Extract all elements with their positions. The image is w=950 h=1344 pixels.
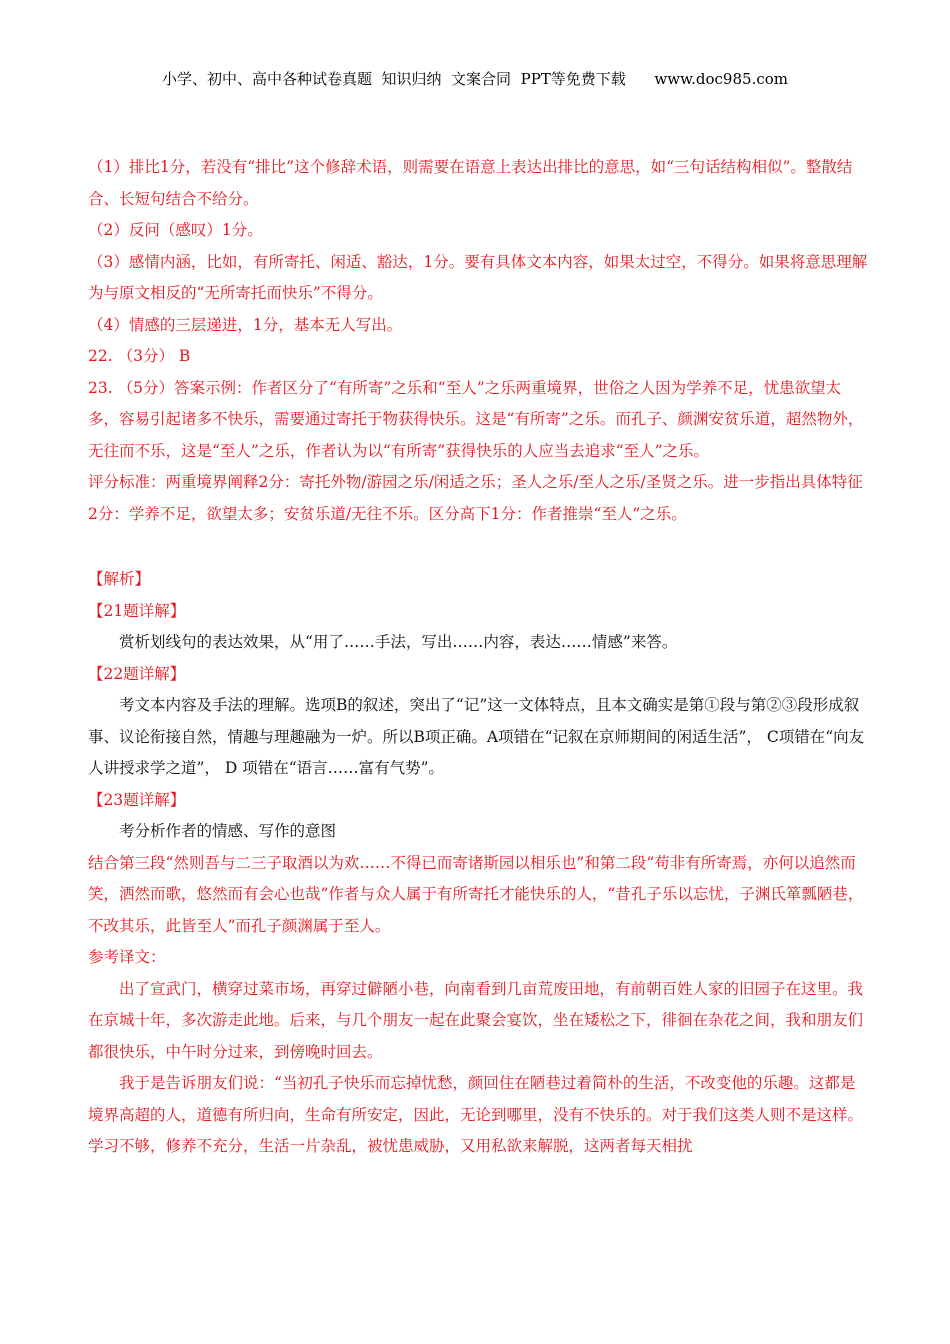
answer-23: 23. （5分）答案示例：作者区分了“有所寄”之乐和“至人”之乐两重境界，世俗之人因为学养不足，忧患欲望太多，容易引起诸多不快乐，需要通过寄托于物获得快乐。这是“有所寄”之乐。而孔子、颜渊安贫乐道，超然物外，无往而不乐，这是“至人”之乐，作者认为以“有所寄”获得快乐的人应当去追求“至人”之乐。	[88, 378, 864, 460]
q23-title: 【23题详解】	[88, 790, 186, 809]
analysis-heading: 【解析】	[88, 570, 151, 588]
q23-text-2: 结合第三段“然则吾与二三子取酒以为欢……不得已而寄诸斯园以相乐也”和第二段“苟非有所寄焉，亦何以追然而笑，洒然而歌，悠然而有会心也哉”作者与众人属于有所寄托才能快乐的人，“昔孔子乐以忘忧，子渊氏箪瓢陋巷，不改其乐，此皆至人”而孔子颜渊属于至人。	[88, 853, 864, 935]
answer-21-point-3: （3）感情内涵，比如，有所寄托、闲适、豁达，1分。要有具体文本内容，如果太过空，不得分。如果将意思理解为与原文相反的“无所寄托而快乐”不得分。	[88, 252, 868, 302]
answer-21-point-4: （4）情感的三层递进，1分，基本无人写出。	[88, 315, 403, 334]
answer-21-point-1: （1）排比1分，若没有“排比”这个修辞术语，则需要在语意上表达出排比的意思，如“三句话结构相似”。整散结合、长短句结合不给分。	[88, 158, 853, 208]
reference-translation-p2: 我于是告诉朋友们说：“当初孔子快乐而忘掉忧愁，颜回住在陋巷过着简朴的生活，不改变他的乐趣。这都是境界高超的人，道德有所归向，生命有所安定，因此，无论到哪里，没有不快乐的。对于我们这类人则不是这样。学习不够，修养不充分，生活一片杂乱，被忧患威胁，又用私欲来解脱，这两者每天相扰	[88, 1074, 864, 1155]
q22-title: 【22题详解】	[88, 664, 186, 683]
answer-21-point-2: （2）反问（感叹）1分。	[88, 221, 263, 239]
reference-translation-p1: 出了宣武门，横穿过菜市场，再穿过僻陋小巷，向南看到几亩荒废田地，有前朝百姓人家的旧园子在这里。我在京城十年，多次游走此地。后来，与几个朋友一起在此聚会宴饮，坐在矮松之下，徘徊在杂花之间，我和朋友们都很快乐，中午时分过来，到傍晚时回去。	[88, 979, 864, 1061]
q21-text: 赏析划线句的表达效果，从“用了……手法，写出……内容，表达……情感”来答。	[119, 633, 678, 651]
answer-23-scoring: 评分标准：两重境界阐释2分：寄托外物/游园之乐/闲适之乐；圣人之乐/至人之乐/圣贤之乐。进一步指出具体特征2分：学养不足，欲望太多；安贫乐道/无往不乐。区分高下1分：作者推崇“至人”之乐。	[88, 473, 863, 523]
reference-translation-title: 参考译文：	[88, 948, 166, 966]
q23-text-1: 考分析作者的情感、写作的意图	[119, 822, 337, 840]
q21-title: 【21题详解】	[88, 601, 186, 620]
document-body	[88, 152, 868, 1163]
page-header: 小学、初中、高中各种试卷真题 知识归纳 文案合同 PPT等免费下载 www.doc985.com	[161, 70, 788, 88]
answer-22: 22. （3分） B	[88, 347, 191, 365]
q22-text: 考文本内容及手法的理解。选项B的叙述，突出了“记”这一文体特点，且本文确实是第①段与第②③段形成叙事、议论衔接自然，情趣与理趣融为一炉。所以B项正确。A项错在“记叙在京师期间的闲适生活”， C项错在“向友人讲授求学之道”， D 项错在“语言……富有气势”。	[88, 696, 865, 777]
